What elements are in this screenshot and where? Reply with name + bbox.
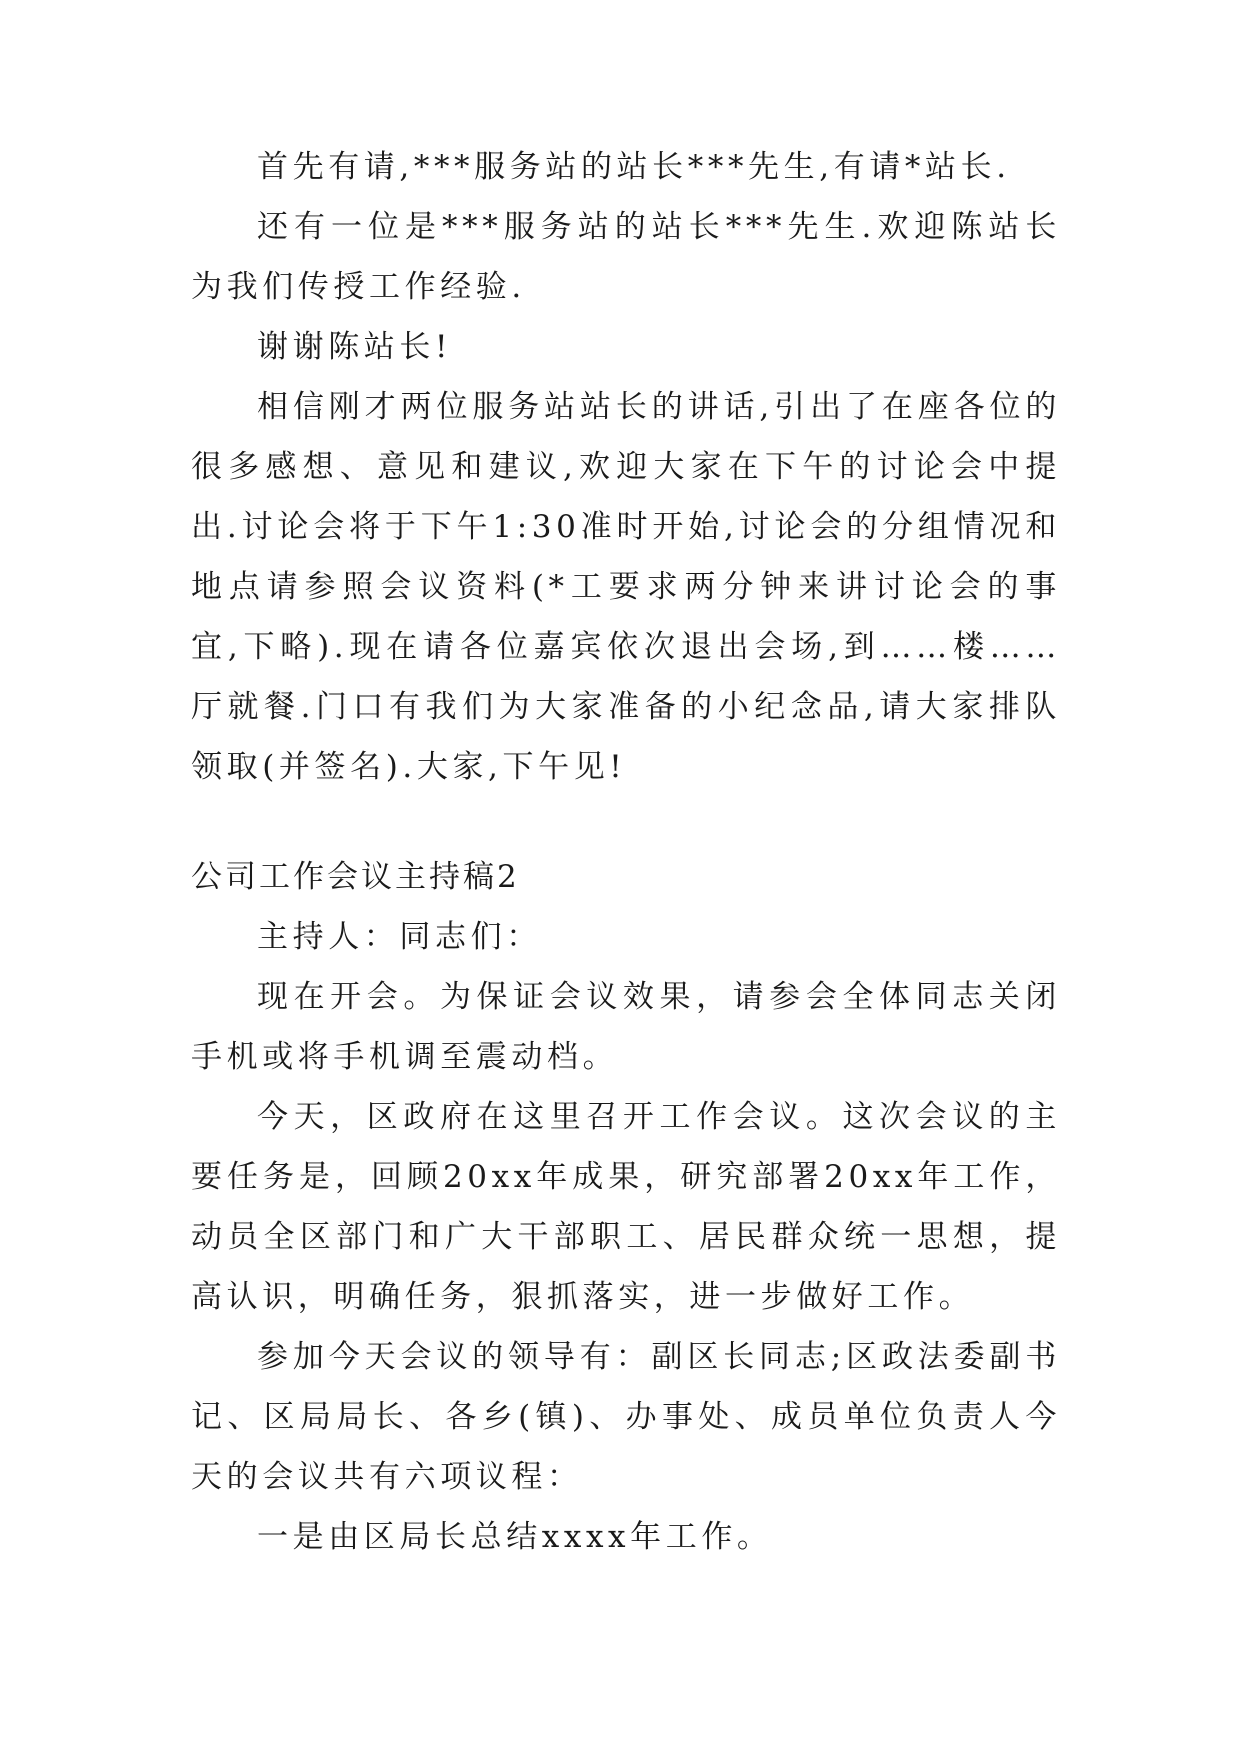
paragraph-meeting-purpose: 今天，区政府在这里召开工作会议。这次会议的主要任务是，回顾20xx年成果，研究部署20xx年工作，动员全区部门和广大干部职工、居民群众统一思想，提高认识，明确任务，狠抓落实，进一步做好工作。 [191,1099,1061,1315]
section-title: 公司工作会议主持稿2 [191,859,520,895]
paragraph-discussion-arrangements: 相信刚才两位服务站站长的讲话,引出了在座各位的很多感想、意见和建议,欢迎大家在下午的讨论会中提出.讨论会将于下午1:30准时开始,讨论会的分组情况和地点请参照会议资料(*工要求两分钟来讲讨论会的事宜,下略).现在请各位嘉宾依次退出会场,到……楼……厅就餐.门口有我们为大家准备的小纪念品,请大家排队领取(并签名).大家,下午见! [191,389,1061,785]
paragraph-invite-first-stationmaster: 首先有请,***服务站的站长***先生,有请*站长. [257,149,1011,185]
paragraph-phone-notice: 现在开会。为保证会议效果，请参会全体同志关闭手机或将手机调至震动档。 [191,979,1061,1075]
paragraph-invite-chen-stationmaster: 还有一位是***服务站的站长***先生.欢迎陈站长为我们传授工作经验. [191,209,1061,305]
paragraph-agenda-item-one: 一是由区局长总结xxxx年工作。 [257,1519,773,1555]
paragraph-host-opening: 主持人：同志们： [257,919,542,955]
paragraph-attending-leaders: 参加今天会议的领导有：副区长同志;区政法委副书记、区局局长、各乡(镇)、办事处、成员单位负责人今天的会议共有六项议程： [191,1339,1061,1495]
paragraph-thanks-chen: 谢谢陈站长! [257,329,453,365]
